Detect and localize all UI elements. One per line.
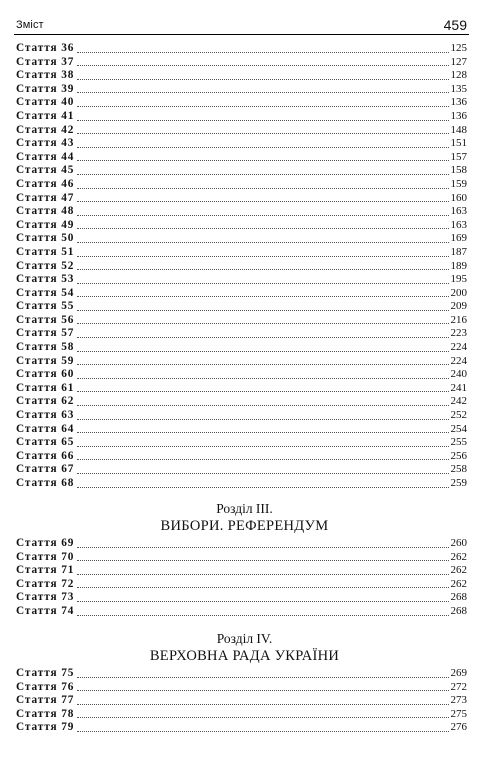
dot-leader [77, 377, 448, 379]
article-page-number: 136 [450, 96, 467, 109]
article-page-number: 242 [450, 395, 467, 408]
toc-entry [16, 341, 467, 355]
article-label: Стаття 55 [16, 300, 75, 313]
toc-entry [16, 564, 467, 578]
toc-entry [16, 110, 467, 124]
toc-entry [16, 477, 467, 491]
dot-leader [77, 91, 448, 93]
article-page-number: 189 [450, 259, 467, 272]
article-label: Стаття 39 [16, 82, 75, 95]
toc-entry [16, 273, 467, 287]
article-label: Стаття 56 [16, 313, 75, 326]
toc-entry [16, 137, 467, 151]
dot-leader [77, 689, 448, 691]
dot-leader [77, 255, 448, 257]
toc-entry [16, 287, 467, 301]
toc-entry [16, 551, 467, 565]
article-page-number: 268 [450, 591, 467, 604]
dot-leader [77, 187, 448, 189]
dot-leader [77, 295, 448, 297]
toc-entry [16, 219, 467, 233]
dot-leader [77, 600, 448, 602]
article-label: Стаття 76 [16, 680, 75, 693]
toc-entry [16, 436, 467, 450]
dot-leader [77, 486, 448, 488]
article-page-number: 258 [450, 463, 467, 476]
dot-leader [77, 119, 448, 121]
dot-leader [77, 105, 448, 107]
dot-leader [77, 703, 448, 705]
toc-entry [16, 56, 467, 70]
toc-list-articles-36-68 [16, 42, 467, 491]
article-page-number: 255 [450, 436, 467, 449]
dot-leader [77, 268, 448, 270]
article-page-number: 187 [450, 245, 467, 258]
article-page-number: 158 [450, 164, 467, 177]
article-page-number: 276 [450, 721, 467, 734]
dot-leader [77, 614, 448, 616]
article-label: Стаття 41 [16, 109, 75, 122]
dot-leader [77, 282, 448, 284]
toc-entry [16, 300, 467, 314]
toc-entry [16, 42, 467, 56]
article-label: Стаття 57 [16, 327, 75, 340]
dot-leader [77, 336, 448, 338]
dot-leader [77, 559, 448, 561]
article-page-number: 260 [450, 537, 467, 549]
article-label: Стаття 47 [16, 191, 75, 204]
dot-leader [77, 573, 448, 575]
article-label: Стаття 70 [16, 550, 75, 563]
dot-leader [77, 241, 448, 243]
article-label: Стаття 38 [16, 69, 75, 82]
article-page-number: 262 [450, 550, 467, 563]
toc-entry [16, 395, 467, 409]
article-label: Стаття 43 [16, 137, 75, 150]
article-label: Стаття 66 [16, 449, 75, 462]
article-label: Стаття 52 [16, 259, 75, 272]
toc-entry [16, 368, 467, 382]
article-page-number: 136 [450, 109, 467, 122]
article-label: Стаття 53 [16, 273, 75, 286]
article-page-number: 254 [450, 422, 467, 435]
article-label: Стаття 74 [16, 604, 75, 617]
article-page-number: 195 [450, 273, 467, 286]
article-page-number: 127 [450, 55, 467, 68]
dot-leader [77, 431, 448, 433]
article-label: Стаття 40 [16, 96, 75, 109]
dot-leader [77, 159, 448, 161]
dot-leader [77, 350, 448, 352]
toc-entry [16, 591, 467, 605]
toc-entry [16, 314, 467, 328]
article-label: Стаття 48 [16, 205, 75, 218]
page-number: 459 [443, 17, 467, 33]
toc-entry [16, 151, 467, 165]
article-label: Стаття 79 [16, 721, 75, 734]
article-page-number: 128 [450, 69, 467, 82]
article-page-number: 269 [450, 667, 467, 679]
article-page-number: 252 [450, 409, 467, 422]
article-label: Стаття 50 [16, 232, 75, 245]
article-page-number: 273 [450, 694, 467, 707]
article-label: Стаття 73 [16, 591, 75, 604]
dot-leader [77, 363, 448, 365]
dot-leader [77, 445, 448, 447]
article-page-number: 163 [450, 218, 467, 231]
toc-entry [16, 537, 467, 551]
article-page-number: 241 [450, 381, 467, 394]
dot-leader [77, 716, 448, 718]
article-label: Стаття 49 [16, 218, 75, 231]
toc-entry [16, 260, 467, 274]
article-page-number: 163 [450, 205, 467, 218]
toc-entry [16, 246, 467, 260]
dot-leader [77, 200, 448, 202]
toc-entry [16, 605, 467, 619]
toc-list-section-3 [16, 537, 467, 619]
toc-entry [16, 83, 467, 97]
article-page-number: 148 [450, 123, 467, 136]
toc-list-section-4 [16, 667, 467, 735]
article-page-number: 135 [450, 82, 467, 95]
dot-leader [77, 214, 448, 216]
article-label: Стаття 63 [16, 409, 75, 422]
toc-entry [16, 178, 467, 192]
toc-entry [16, 423, 467, 437]
dot-leader [77, 132, 448, 134]
article-page-number: 160 [450, 191, 467, 204]
article-page-number: 259 [450, 477, 467, 489]
running-header [14, 8, 469, 35]
dot-leader [77, 730, 448, 732]
toc-entry [16, 694, 467, 708]
toc-entry [16, 578, 467, 592]
toc-entry [16, 355, 467, 369]
dot-leader [77, 404, 448, 406]
article-label: Стаття 62 [16, 395, 75, 408]
article-page-number: 262 [450, 577, 467, 590]
toc-entry [16, 164, 467, 178]
article-label: Стаття 36 [16, 42, 75, 54]
toc-entry [16, 681, 467, 695]
dot-leader [77, 146, 448, 148]
article-page-number: 200 [450, 286, 467, 299]
dot-leader [77, 458, 448, 460]
article-page-number: 272 [450, 680, 467, 693]
article-label: Стаття 69 [16, 537, 75, 549]
article-label: Стаття 54 [16, 286, 75, 299]
article-page-number: 169 [450, 232, 467, 245]
article-label: Стаття 64 [16, 422, 75, 435]
toc-entry [16, 382, 467, 396]
article-label: Стаття 78 [16, 707, 75, 720]
article-label: Стаття 68 [16, 477, 75, 489]
toc-entry [16, 667, 467, 681]
toc-entry [16, 708, 467, 722]
toc-entry [16, 721, 467, 735]
article-label: Стаття 59 [16, 354, 75, 367]
dot-leader [77, 51, 448, 53]
toc-entry [16, 232, 467, 246]
article-label: Стаття 71 [16, 564, 75, 577]
toc-entry [16, 192, 467, 206]
article-page-number: 151 [450, 137, 467, 150]
toc-entry [16, 409, 467, 423]
header-title: Зміст [16, 19, 44, 31]
article-page-number: 268 [450, 604, 467, 617]
toc-entry [16, 124, 467, 138]
article-label: Стаття 44 [16, 150, 75, 163]
dot-leader [77, 309, 448, 311]
article-page-number: 125 [450, 42, 467, 54]
dot-leader [77, 418, 448, 420]
article-label: Стаття 42 [16, 123, 75, 136]
article-label: Стаття 72 [16, 577, 75, 590]
toc-entry [16, 463, 467, 477]
toc-entry [16, 450, 467, 464]
section-3-heading [0, 501, 489, 535]
section-title: ВИБОРИ. РЕФЕРЕНДУМ [160, 518, 329, 534]
toc-entry [16, 205, 467, 219]
article-page-number: 224 [450, 341, 467, 354]
article-page-number: 256 [450, 449, 467, 462]
article-page-number: 275 [450, 707, 467, 720]
dot-leader [77, 78, 448, 80]
article-page-number: 240 [450, 368, 467, 381]
article-label: Стаття 60 [16, 368, 75, 381]
article-label: Стаття 65 [16, 436, 75, 449]
dot-leader [77, 173, 448, 175]
dot-leader [77, 472, 448, 474]
dot-leader [77, 586, 448, 588]
dot-leader [77, 227, 448, 229]
article-label: Стаття 37 [16, 55, 75, 68]
article-label: Стаття 46 [16, 177, 75, 190]
dot-leader [77, 64, 448, 66]
section-4-heading [0, 631, 489, 665]
section-number: Розділ ІІІ. [216, 501, 273, 516]
toc-entry [16, 327, 467, 341]
article-label: Стаття 75 [16, 667, 75, 679]
article-label: Стаття 67 [16, 463, 75, 476]
section-title: ВЕРХОВНА РАДА УКРАЇНИ [149, 648, 340, 664]
article-page-number: 223 [450, 327, 467, 340]
article-label: Стаття 77 [16, 694, 75, 707]
article-label: Стаття 45 [16, 164, 75, 177]
article-page-number: 262 [450, 564, 467, 577]
article-label: Стаття 61 [16, 381, 75, 394]
dot-leader [77, 546, 448, 548]
article-label: Стаття 58 [16, 341, 75, 354]
section-number: Розділ IV. [216, 631, 273, 646]
toc-entry [16, 69, 467, 83]
dot-leader [77, 676, 448, 678]
article-page-number: 224 [450, 354, 467, 367]
article-page-number: 216 [450, 313, 467, 326]
toc-entry [16, 96, 467, 110]
article-page-number: 159 [450, 177, 467, 190]
dot-leader [77, 322, 448, 324]
dot-leader [77, 390, 448, 392]
article-page-number: 209 [450, 300, 467, 313]
article-label: Стаття 51 [16, 245, 75, 258]
article-page-number: 157 [450, 150, 467, 163]
